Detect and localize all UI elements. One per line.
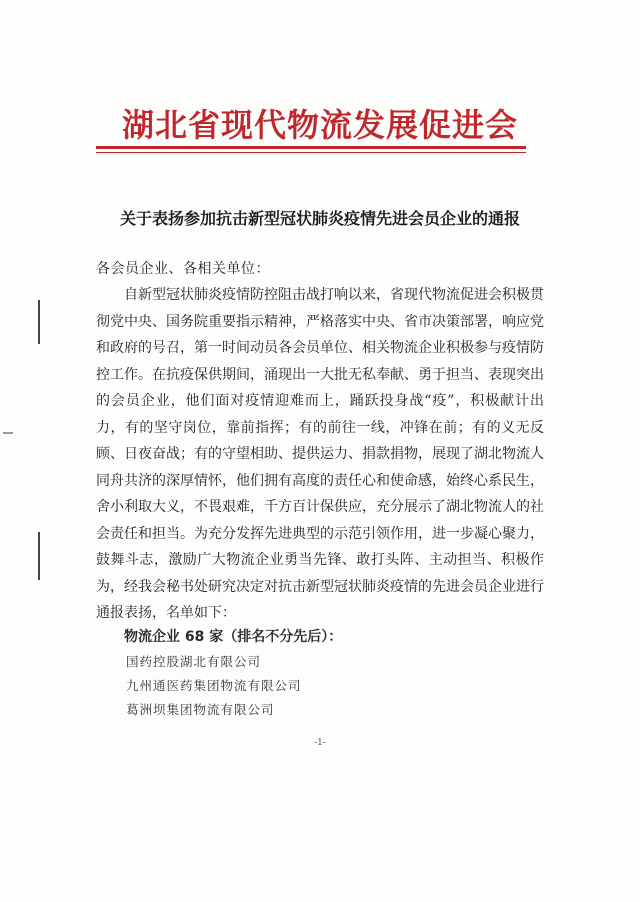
scan-margin-mark (38, 532, 40, 580)
company-list-item: 葛洲坝集团物流有限公司 (126, 702, 275, 717)
scan-margin-mark (3, 432, 13, 434)
letterhead-rule-thick (96, 146, 526, 149)
notice-title: 关于表扬参加抗击新型冠状肺炎疫情先进会员企业的通报 (119, 209, 520, 228)
company-list-heading: 物流企业 68 家（排名不分先后）： (124, 629, 343, 645)
salutation: 各会员企业、各相关单位： (96, 261, 270, 277)
page-number: -1- (314, 738, 326, 748)
company-list (126, 650, 302, 722)
organization-letterhead: 湖北省现代物流发展促进会 (121, 106, 518, 144)
scan-margin-mark (38, 300, 40, 344)
company-list-item: 九州通医药集团物流有限公司 (126, 678, 302, 693)
letterhead-rule-thin (96, 152, 526, 153)
company-list-item: 国药控股湖北有限公司 (126, 654, 262, 669)
body-paragraph: 自新型冠状肺炎疫情防控阻击战打响以来，省现代物流促进会积极贯彻党中央、国务院重要指示精神，严格落实中央、省市决策部署，响应党和政府的号召，第一时间动员各会员单位、相关物流企业积极参与疫情防控工作。在抗疫保供期间，涌现出一大批无私奉献、勇于担当、表现突出的会员企业，他们面对疫情迎难而上，踊跃投身战“疫”，积极献计出力，有的坚守岗位，靠前指挥；有的前往一线，冲锋在前；有的义无反顾、日夜奋战；有的守望相助、提供运力、捐款捐物，展现了湖北物流人同舟共济的深厚情怀，他们拥有高度的责任心和使命感，始终心系民生，舍小利取大义，不畏艰难，千方百计保供应，充分展示了湖北物流人的社会责任和担当。为充分发挥先进典型的示范引领作用，进一步凝心聚力，鼓舞斗志，激励广大物流企业勇当先锋、敢打头阵、主动担当、积极作为，经我会秘书处研究决定对抗击新型冠状肺炎疫情的先进会员企业进行通报表扬，名单如下： (96, 287, 544, 621)
